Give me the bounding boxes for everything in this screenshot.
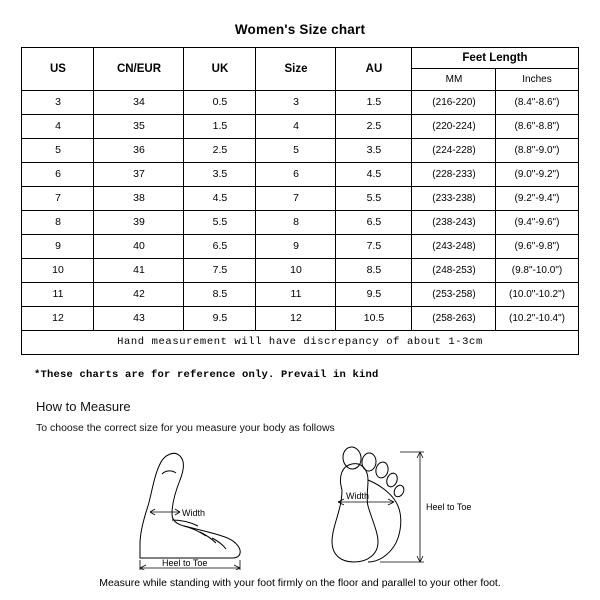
cell-size: 5 [256,139,336,163]
cell-inches: (9.6"-9.8") [496,235,578,259]
top-view-length-dimension [380,452,424,562]
cell-cn-eur: 34 [94,91,184,115]
how-to-measure-heading: How to Measure [36,399,131,414]
cell-au: 6.5 [336,211,412,235]
table-footer-row [22,331,578,355]
cell-inches: (8.4"-8.6") [496,91,578,115]
table-header-us: US [22,48,94,91]
table-header-feet-length: Feet Length [412,48,578,69]
table-row [22,139,578,163]
cell-cn-eur: 38 [94,187,184,211]
cell-size: 11 [256,283,336,307]
cell-au: 5.5 [336,187,412,211]
table-header-inches: Inches [496,69,578,91]
cell-size: 7 [256,187,336,211]
disclaimer-text: *These charts are for reference only. Prevail in kind [34,369,379,381]
table-header-mm: MM [412,69,496,91]
cell-inches: (9.8"-10.0") [496,259,578,283]
side-view-foot [140,453,240,558]
cell-mm: (238-243) [412,211,496,235]
measure-diagram [0,440,600,575]
cell-us: 3 [22,91,94,115]
cell-mm: (233-238) [412,187,496,211]
cell-inches: (9.0"-9.2") [496,163,578,187]
cell-us: 4 [22,115,94,139]
cell-au: 10.5 [336,307,412,331]
table-row [22,163,578,187]
page-title: Women's Size chart [234,22,366,37]
cell-us: 7 [22,187,94,211]
cell-cn-eur: 36 [94,139,184,163]
cell-cn-eur: 40 [94,235,184,259]
cell-mm: (220-224) [412,115,496,139]
cell-cn-eur: 37 [94,163,184,187]
cell-uk: 1.5 [184,115,256,139]
cell-inches: (9.4"-9.6") [496,211,578,235]
cell-uk: 6.5 [184,235,256,259]
cell-mm: (258-263) [412,307,496,331]
table-header-uk: UK [184,48,256,91]
table-row [22,235,578,259]
cell-size: 4 [256,115,336,139]
cell-uk: 9.5 [184,307,256,331]
cell-au: 1.5 [336,91,412,115]
cell-inches: (9.2"-9.4") [496,187,578,211]
cell-size: 12 [256,307,336,331]
cell-size: 9 [256,235,336,259]
table-row [22,115,578,139]
cell-mm: (216-220) [412,91,496,115]
cell-size: 8 [256,211,336,235]
table-header-size: Size [256,48,336,91]
side-view-width-label: Width [182,508,206,518]
cell-inches: (8.8"-9.0") [496,139,578,163]
cell-uk: 3.5 [184,163,256,187]
cell-inches: (8.6"-8.8") [496,115,578,139]
cell-au: 8.5 [336,259,412,283]
cell-us: 12 [22,307,94,331]
cell-us: 5 [22,139,94,163]
cell-mm: (228-233) [412,163,496,187]
table-header-au: AU [336,48,412,91]
top-view-width-label: Width [346,491,370,501]
table-row [22,187,578,211]
cell-inches: (10.0"-10.2") [496,283,578,307]
cell-cn-eur: 41 [94,259,184,283]
cell-size: 6 [256,163,336,187]
table-footer-note: Hand measurement will have discrepancy of about 1-3cm [22,331,578,355]
cell-uk: 2.5 [184,139,256,163]
cell-au: 3.5 [336,139,412,163]
cell-mm: (253-258) [412,283,496,307]
cell-us: 9 [22,235,94,259]
side-view-width-dimension [150,509,180,515]
cell-au: 7.5 [336,235,412,259]
cell-uk: 8.5 [184,283,256,307]
top-view-foot [332,446,406,562]
cell-us: 10 [22,259,94,283]
cell-us: 11 [22,283,94,307]
cell-uk: 5.5 [184,211,256,235]
cell-mm: (243-248) [412,235,496,259]
cell-au: 2.5 [336,115,412,139]
table-header-row-1 [22,48,578,69]
cell-uk: 4.5 [184,187,256,211]
cell-size: 10 [256,259,336,283]
how-to-measure-subheading: To choose the correct size for you measure your body as follows [36,422,335,434]
table-row [22,211,578,235]
table-row [22,91,578,115]
table-header-cn-eur: CN/EUR [94,48,184,91]
table-row [22,259,578,283]
cell-uk: 7.5 [184,259,256,283]
cell-us: 6 [22,163,94,187]
size-chart-table [21,47,578,355]
cell-us: 8 [22,211,94,235]
cell-inches: (10.2"-10.4") [496,307,578,331]
side-view-heel-to-toe-label: Heel to Toe [162,558,208,568]
cell-cn-eur: 43 [94,307,184,331]
cell-cn-eur: 42 [94,283,184,307]
measure-caption: Measure while standing with your foot firmly on the floor and parallel to your other foot. [99,577,501,589]
cell-au: 4.5 [336,163,412,187]
table-row [22,283,578,307]
cell-size: 3 [256,91,336,115]
cell-au: 9.5 [336,283,412,307]
cell-uk: 0.5 [184,91,256,115]
foot-diagram-svg [80,440,520,570]
cell-cn-eur: 35 [94,115,184,139]
cell-mm: (224-228) [412,139,496,163]
cell-mm: (248-253) [412,259,496,283]
cell-cn-eur: 39 [94,211,184,235]
top-view-heel-to-toe-label: Heel to Toe [426,502,472,512]
table-row [22,307,578,331]
